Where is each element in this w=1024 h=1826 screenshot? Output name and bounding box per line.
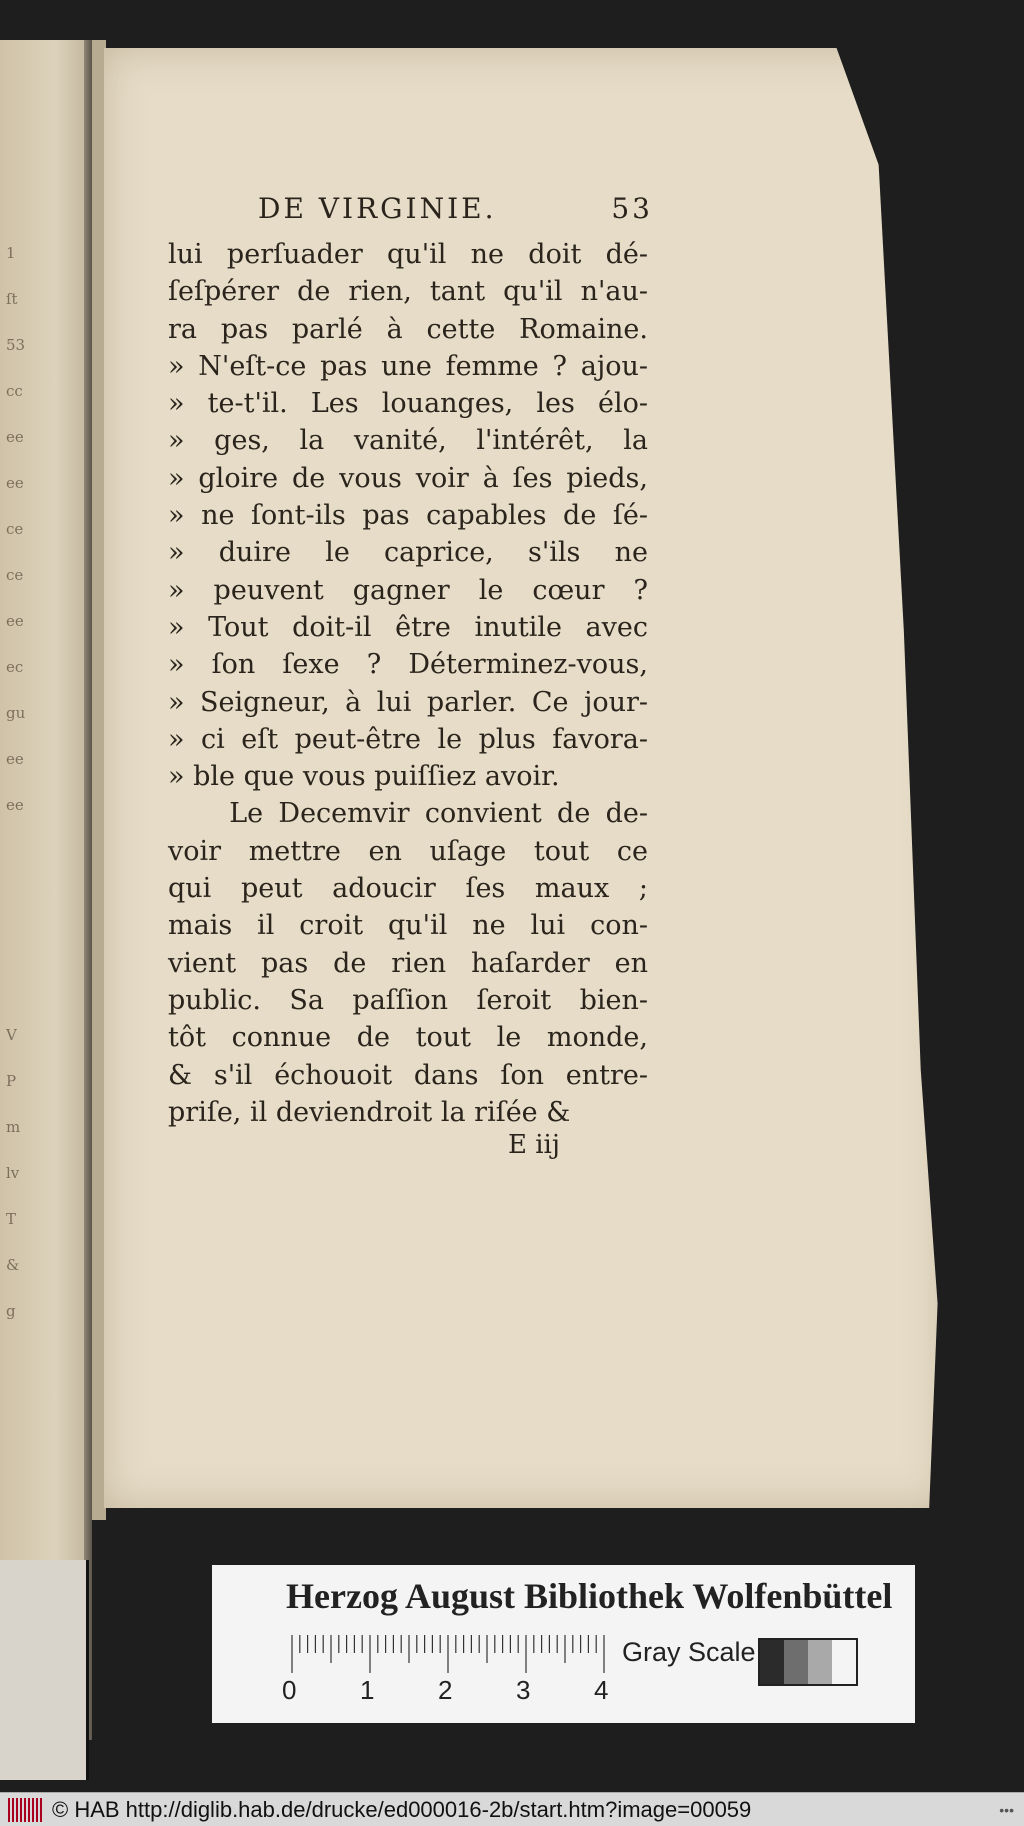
barcode-icon (8, 1798, 42, 1822)
left-page-glyph: 1 (6, 244, 16, 262)
left-page-glyph: m (6, 1118, 21, 1136)
left-page-glyph: ee (6, 428, 24, 446)
library-name: Herzog August Bibliothek Wolfenbüttel (286, 1576, 893, 1616)
text-line: qui peut adoucir ſes maux ; (168, 873, 648, 905)
ruler-number: 0 (282, 1675, 297, 1705)
gray-scale-swatch (758, 1638, 858, 1686)
text-line: ra pas parlé à cette Romaine. (168, 313, 648, 345)
left-page-glyph: cc (6, 382, 23, 400)
page-edge (92, 40, 106, 1520)
gray-swatch-step (832, 1640, 856, 1684)
text-line: Le Decemvir convient de de- (168, 798, 648, 830)
text-line: » te-t'il. Les louanges, les élo- (168, 388, 648, 420)
text-line: ſeſpérer de rien, tant qu'il n'au- (168, 276, 648, 308)
text-line: » ble que vous puiſſiez avoir. (168, 761, 560, 793)
left-page-glyph: g (6, 1302, 16, 1320)
copyright-url-text[interactable]: © HAB http://diglib.hab.de/drucke/ed000016-2b/start.htm?image=00059 (52, 1796, 752, 1822)
text-line: lui perſuader qu'il ne doit dé- (168, 239, 648, 270)
text-line: priſe, il deviendroit la riſée & (168, 1096, 571, 1128)
left-page-glyph: ce (6, 520, 24, 538)
left-page-glyph: ſt (6, 290, 18, 308)
more-icon[interactable]: ••• (999, 1801, 1014, 1818)
text-line: » Seigneur, à lui parler. Ce jour- (168, 686, 648, 718)
gray-swatch-step (808, 1640, 832, 1684)
left-page-glyph (6, 966, 30, 1012)
text-line: » gloire de vous voir à ſes pieds, (168, 462, 648, 494)
left-page-glyph: ec (6, 658, 24, 676)
calibration-card (212, 1565, 915, 1723)
text-line: mais il croit qu'il ne lui con- (168, 910, 648, 942)
ruler-number: 2 (438, 1675, 453, 1705)
text-line: » Tout doit-il être inutile avec (168, 611, 648, 643)
left-page-glyph: ee (6, 612, 24, 630)
page-text-block (168, 236, 648, 1131)
text-line: » ges, la vanité, l'intérêt, la (168, 425, 648, 457)
ruler-number: 1 (360, 1675, 375, 1705)
ruler-number: 4 (594, 1675, 609, 1705)
text-line: tôt connue de tout le monde, (168, 1022, 648, 1054)
text-line: & s'il échouoit dans ſon entre- (168, 1059, 648, 1091)
text-line: » duire le caprice, s'ils ne (168, 537, 648, 569)
binding-gutter (84, 40, 92, 1740)
text-line: » ci eſt peut-être le plus favora- (168, 723, 648, 755)
left-page-glyph: ee (6, 474, 24, 492)
left-page-glyph: V (6, 1026, 17, 1044)
scale-ruler-ticks (288, 1635, 606, 1675)
left-facing-page-edge (0, 40, 92, 1740)
text-line: » ſon ſexe ? Déterminez-vous, (168, 649, 648, 681)
text-line: » ne ſont-ils pas capables de ſé- (168, 500, 648, 532)
left-page-glyph (6, 920, 30, 966)
scale-ruler (288, 1635, 606, 1675)
left-page-glyph: P (6, 1072, 17, 1090)
left-page-glyph: 53 (6, 336, 26, 354)
left-page-glyph (6, 874, 30, 920)
left-page-glyph: T (6, 1210, 17, 1228)
page-number: 53 (611, 192, 653, 225)
left-page-glyph: lv (6, 1164, 20, 1182)
left-page-glyphs (6, 230, 30, 1334)
left-page-glyph (6, 828, 30, 874)
gray-swatch-step (760, 1640, 784, 1684)
left-page-glyph: ee (6, 750, 24, 768)
running-head (258, 192, 653, 225)
text-line: voir mettre en uſage tout ce (168, 835, 648, 867)
left-cover-board (0, 1560, 89, 1780)
left-page-glyph: ee (6, 796, 24, 814)
left-page-glyph: gu (6, 704, 26, 722)
gray-scale-label: Gray Scale (622, 1637, 756, 1667)
text-line: » N'eſt-ce pas une femme ? ajou- (168, 350, 648, 382)
text-line: public. Sa paſſion ſeroit bien- (168, 984, 648, 1016)
signature-mark: E iij (508, 1130, 560, 1160)
left-page-glyph: ce (6, 566, 24, 584)
running-head-title: DE VIRGINIE. (258, 192, 497, 225)
text-line: » peuvent gagner le cœur ? (168, 574, 648, 606)
left-page-glyph: & (6, 1256, 20, 1274)
ruler-number: 3 (516, 1675, 531, 1705)
status-bar (0, 1792, 1024, 1826)
gray-swatch-step (784, 1640, 808, 1684)
text-line: vient pas de rien haſarder en (168, 947, 648, 979)
